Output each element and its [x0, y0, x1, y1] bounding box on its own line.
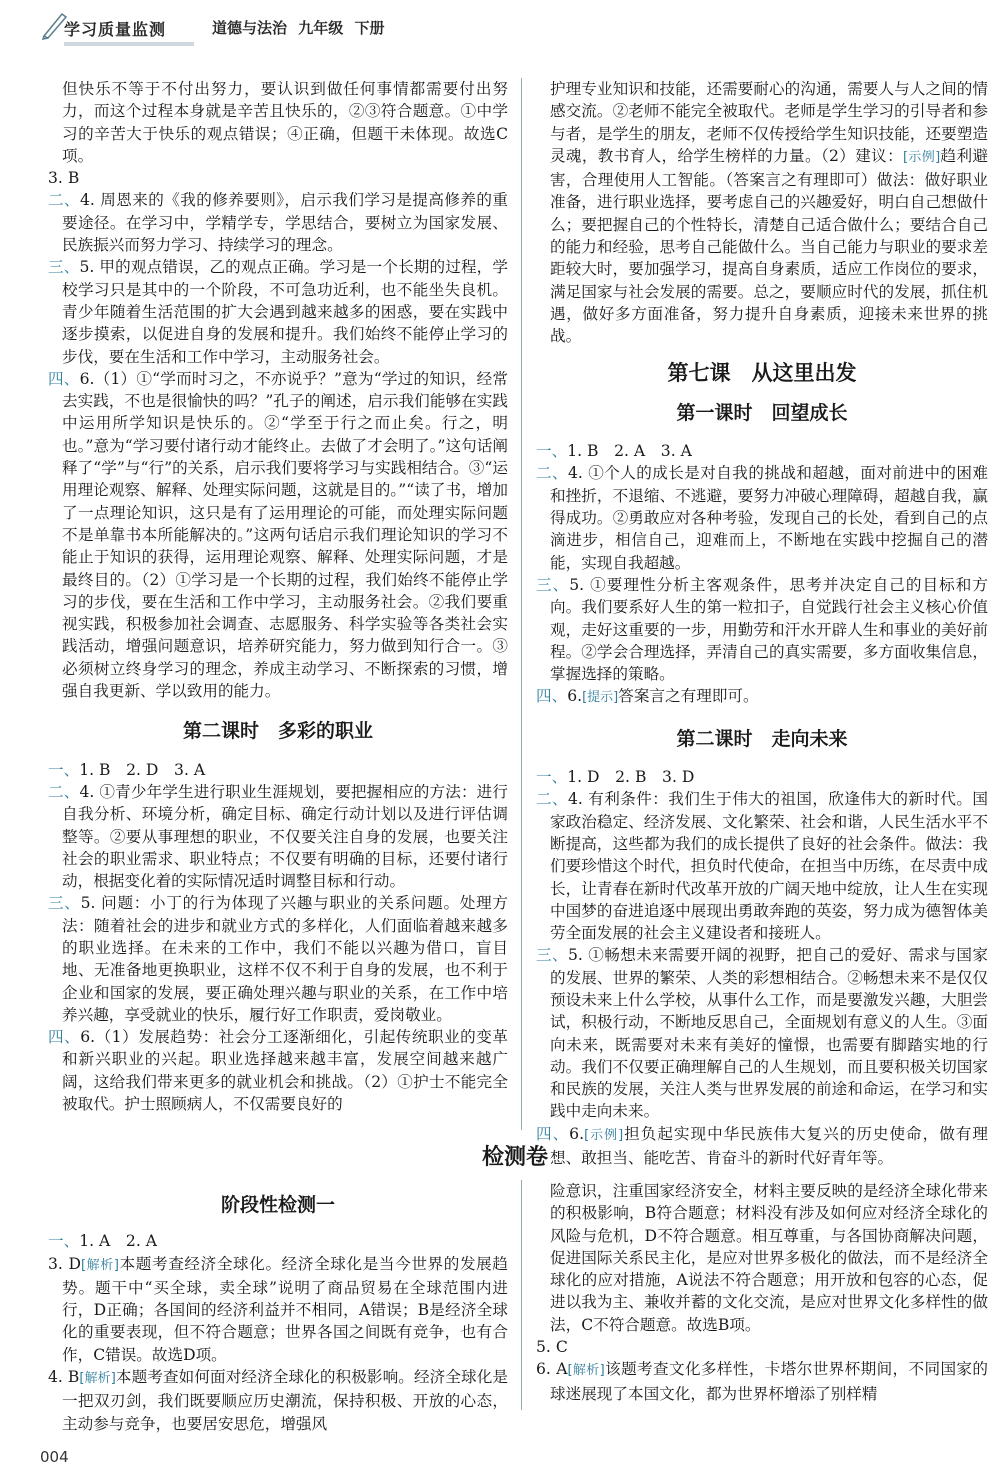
section-label: 三、 — [48, 894, 81, 913]
page-number: 004 — [40, 1448, 69, 1466]
answer-paragraph: 3. B — [48, 169, 80, 188]
answer-paragraph: 三、5. ①要理性分析主客观条件，思考并决定自己的目标和方向。我们要系好人生的第一粒扣子，自觉践行社会主义核心价值观，走好这重要的一步，用勤劳和汗水开辟人生和事业的美好前程。②学会合理选择，弄清自己的真实需要，多方面收集信息，掌握选择的策略。 — [536, 575, 988, 684]
section-label: 三、 — [536, 946, 569, 965]
section-title: 第二课时 多彩的职业 — [182, 720, 373, 743]
left-column — [48, 78, 508, 1115]
answer-paragraph: 二、4. 有利条件：我们生于伟大的祖国，欣逢伟大的新时代。国家政治稳定、经济发展、文化繁荣、社会和谐，人民生活水平不断提高，这些都为我们的成长提供了良好的社会条件。做法：我们要珍惜这个时代，担负时代使命，在担当中历练，在尽责中成长，让青春在新时代改革开放的广阔天地中绽放，让人生在实现中国梦的奋进追逐中展现出勇敢奔跑的英姿，努力成为德智体美劳全面发展的社会主义建设者和接班人。 — [536, 790, 988, 943]
section-label: 四、 — [48, 1028, 81, 1047]
right-column — [536, 78, 988, 1169]
section-label: 二、 — [48, 782, 80, 801]
section-label: 四、 — [536, 1124, 570, 1143]
section-label: 一、 — [48, 760, 80, 779]
answer-paragraph: 二、4. ①个人的成长是对自我的挑战和超越，面对前进中的困难和挫折，不退缩、不逃避，要努力冲破心理障碍，超越自我，赢得成功。②勇敢应对各种考验，发现自己的长处，看到自己的点滴进步，相信自己，迎难而上，不断地在实践中挖掘自己的潜能，实现自我超越。 — [536, 464, 988, 572]
answer-paragraph: 三、5. ①畅想未来需要开阔的视野，把自己的爱好、需求与国家的发展、世界的繁荣、人类的彩想相结合。②畅想未来不是仅仅预设未来上什么学校，从事什么工作，而是要激发兴趣，大胆尝试，积极行动，不断地反思自己，全面规划有意义的人生。③面向未来，既需要对未来有美好的憧憬，也需要有脚踏实地的行动。我们不仅要正确理解自己的人生规划，而且要积极关切国家和民族的发展，关注人类与世界发展的前途和命运，在学习和实践中走向未来。 — [536, 946, 988, 1121]
answer-paragraph: 但快乐不等于不付出努力，要认识到做任何事情都需要付出努力，而这个过程本身就是辛苦且快乐的，②③符合题意。①中学习的辛苦大于快乐的观点错误；④正确，但题干未体现。故选C项。 — [62, 80, 508, 165]
section-label: 三、 — [536, 575, 570, 594]
column-divider — [521, 78, 522, 1130]
page-header — [0, 0, 1000, 52]
answer-paragraph: 一、1. A 2. A — [48, 1232, 157, 1251]
hint-tag: [提示] — [582, 690, 619, 706]
section-label: 一、 — [536, 442, 568, 461]
section-label: 一、 — [536, 768, 568, 787]
answer-paragraph: 险意识，注重国家经济安全，材料主要反映的是经济全球化带来的积极影响，B符合题意；材料没有涉及如何应对经济全球化的风险与危机，D不符合题意。相互尊重，与各国协商解决问题，促进国际关系民主化，是应对世界多极化的做法，而不是经济全球化的应对措施，A说法不符合题意；用开放和包容的心态，促进以我为主、兼收并蓄的文化交流，是应对世界文化多样性的做法，C不符合题意。故选B项。 — [550, 1182, 988, 1334]
answer-paragraph: 四、6.（1）①“学而时习之，不亦说乎？”意为“学过的知识，经常去实践，不也是很愉快的吗？”孔子的阐述，启示我们能够在实践中运用所学知识是快乐的。②“学至于行之而止矣。行之，明也。”意为“学习要付诸行动才能终止。去做了才会明了。”这句话阐释了“学”与“行”的关系，启示我们要将学习与实践相结合。③“运用理论观察、解释、处理实际问题，这就是目的。”“读了书，增加了一点理论知识，这只是有了运用理论的可能，而处理实际问题不是单靠书本所能解决的。”这两句话启示我们理论知识的学习不能止于知识的获得，运用理论观察、解释、处理实际问题，才是最终目的。（2）①学习是一个长期的过程，我们始终不能停止学习的步伐，要在生活和工作中学习，主动服务社会。②我们要重视实践，积极参加社会调查、志愿服务、科学实验等各类社会实践活动，增强问题意识，培养研究能力，努力做到知行合一。③必须树立终身学习的理念，养成主动学习、不断探索的习惯，增强自我更新、学以致用的能力。 — [48, 369, 508, 701]
section-title: 阶段性检测一 — [220, 1194, 335, 1216]
header-underline — [64, 42, 194, 46]
analysis-tag: [解析] — [567, 1363, 605, 1379]
answer-paragraph: 四、6.（1）发展趋势：社会分工逐渐细化，引起传统职业的变革和新兴职业的兴起。职业选择越来越丰富，发展空间越来越广阔，这给我们带来更多的就业机会和挑战。（2）①护士不能完全被取代。护士照顾病人，不仅需要良好的 — [48, 1028, 508, 1114]
answer-paragraph: 二、4. ①青少年学生进行职业生涯规划，要把握相应的方法：进行自我分析、环境分析，确定目标、确定行动计划以及进行评估调整等。②要从事理想的职业，不仅要关注自身的发展，也要关注社会的职业需求、职业特点；不仅要有明确的目标，还要付诸行动，根据变化着的实际情况适时调整目标和行动。 — [48, 782, 508, 891]
section-title: 第一课时 回望成长 — [676, 401, 848, 424]
analysis-tag: [解析] — [80, 1257, 119, 1273]
answer-paragraph: 三、5. 问题：小丁的行为体现了兴趣与职业的关系问题。处理方法：随着社会的进步和就业方式的多样化，人们面临着越来越多的职业选择。在未来的工作中，我们不能以兴趣为借口，盲目地、无准备地更换职业，这样不仅不利于自身的发展，也不利于企业和国家的发展，要正确处理兴趣与职业的关系，在工作中培养兴趣，享受就业的快乐，履行好工作职责，爱岗敬业。 — [48, 894, 508, 1024]
answer-paragraph: 5. C — [536, 1338, 568, 1357]
section-label: 二、 — [536, 790, 569, 809]
answer-paragraph: 6. A[解析]该题考查文化多样性，卡塔尔世界杯期间，不同国家的球迷展现了本国文化，都为世界杯增添了别样精 — [536, 1360, 988, 1403]
answer-paragraph: 4. B[解析]本题考查如何面对经济全球化的积极影响。经济全球化是一把双刃剑，我们既要顺应历史潮流，保持积极、开放的心态，主动参与竞争，也要居安思危，增强风 — [48, 1368, 508, 1433]
answer-paragraph: 护理专业知识和技能，还需要耐心的沟通，需要人与人之间的情感交流。②老师不能完全被取代。老师是学生学习的引导者和参与者，是学生的朋友，老师不仅传授给学生知识技能，还要塑造灵魂，教书育人，给学生榜样的力量。（2）建议：[示例]趋利避害，合理使用人工智能。（答案言之有理即可）做法：做好职业准备，进行职业选择，要考虑自己的兴趣爱好，明白自己想做什么；要把握自己的个性特长，清楚自己适合做什么；要结合自己的能力和经验，思考自己能做什么。当自己能力与职业的要求差距较大时，要加强学习，提高自身素质，适应工作岗位的要求，满足国家与社会发展的需要。总之，要顺应时代的发展，抓住机遇，做好多方面准备，努力提升自身素质，迎接未来世界的挑战。 — [550, 80, 988, 346]
answer-paragraph: 二、4. 周恩来的《我的修养要则》，启示我们学习是提高修养的重要途径。在学习中，学精学专，学思结合，要树立为国家发展、民族振兴而努力学习、持续学习的理念。 — [48, 191, 508, 255]
chapter-title: 第七课 从这里出发 — [667, 360, 857, 385]
section-label: 四、 — [536, 687, 568, 706]
answer-paragraph: 一、1. B 2. D 3. A — [48, 760, 206, 779]
section-label: 二、 — [48, 191, 80, 210]
example-tag: [示例] — [584, 1127, 624, 1143]
section-label: 三、 — [48, 258, 80, 277]
section-label: 四、 — [48, 369, 80, 388]
example-tag: [示例] — [903, 149, 941, 165]
brand-title: 学习质量监测 — [64, 20, 167, 39]
section-title: 第二课时 走向未来 — [676, 727, 848, 750]
answer-paragraph: 三、5. 甲的观点错误，乙的观点正确。学习是一个长期的过程，学校学习只是其中的一个阶段，不可急功近利，也不能坐失良机。青少年随着生活范围的扩大会遇到越来越多的困惑，要在实践中逐步摸索，以促进自身的发展和提升。我们始终不能停止学习的步伐，要在生活和工作中学习，主动服务社会。 — [48, 258, 508, 366]
exam-title: 检测卷 — [481, 1145, 548, 1170]
section-label: 二、 — [536, 464, 569, 483]
column-divider — [521, 1180, 522, 1410]
answer-paragraph: 四、6.[示例]担负起实现中华民族伟大复兴的历史使命，做有理想、敢担当、能吃苦、肯奋斗的新时代好青年等。 — [536, 1124, 988, 1168]
answer-paragraph: 3. D[解析]本题考查经济全球化。经济全球化是当今世界的发展趋势。题干中“买全球，卖全球”说明了商品贸易在全球范围内进行，D正确；各国间的经济利益并不相同，A错误；B是经济全球化的重要表现，但不符合题意；世界各国之间既有竞争，也有合作，C错误。故选D项。 — [48, 1254, 508, 1364]
exam-left-column — [48, 1190, 508, 1435]
answer-paragraph: 四、6.[提示]答案言之有理即可。 — [536, 687, 759, 706]
section-label: 一、 — [48, 1232, 80, 1251]
subject-title: 道德与法治 九年级 下册 — [212, 19, 385, 37]
analysis-tag: [解析] — [79, 1371, 116, 1387]
answer-paragraph: 一、1. D 2. B 3. D — [536, 768, 695, 787]
exam-right-column — [536, 1180, 988, 1405]
answer-paragraph: 一、1. B 2. A 3. A — [536, 442, 692, 461]
